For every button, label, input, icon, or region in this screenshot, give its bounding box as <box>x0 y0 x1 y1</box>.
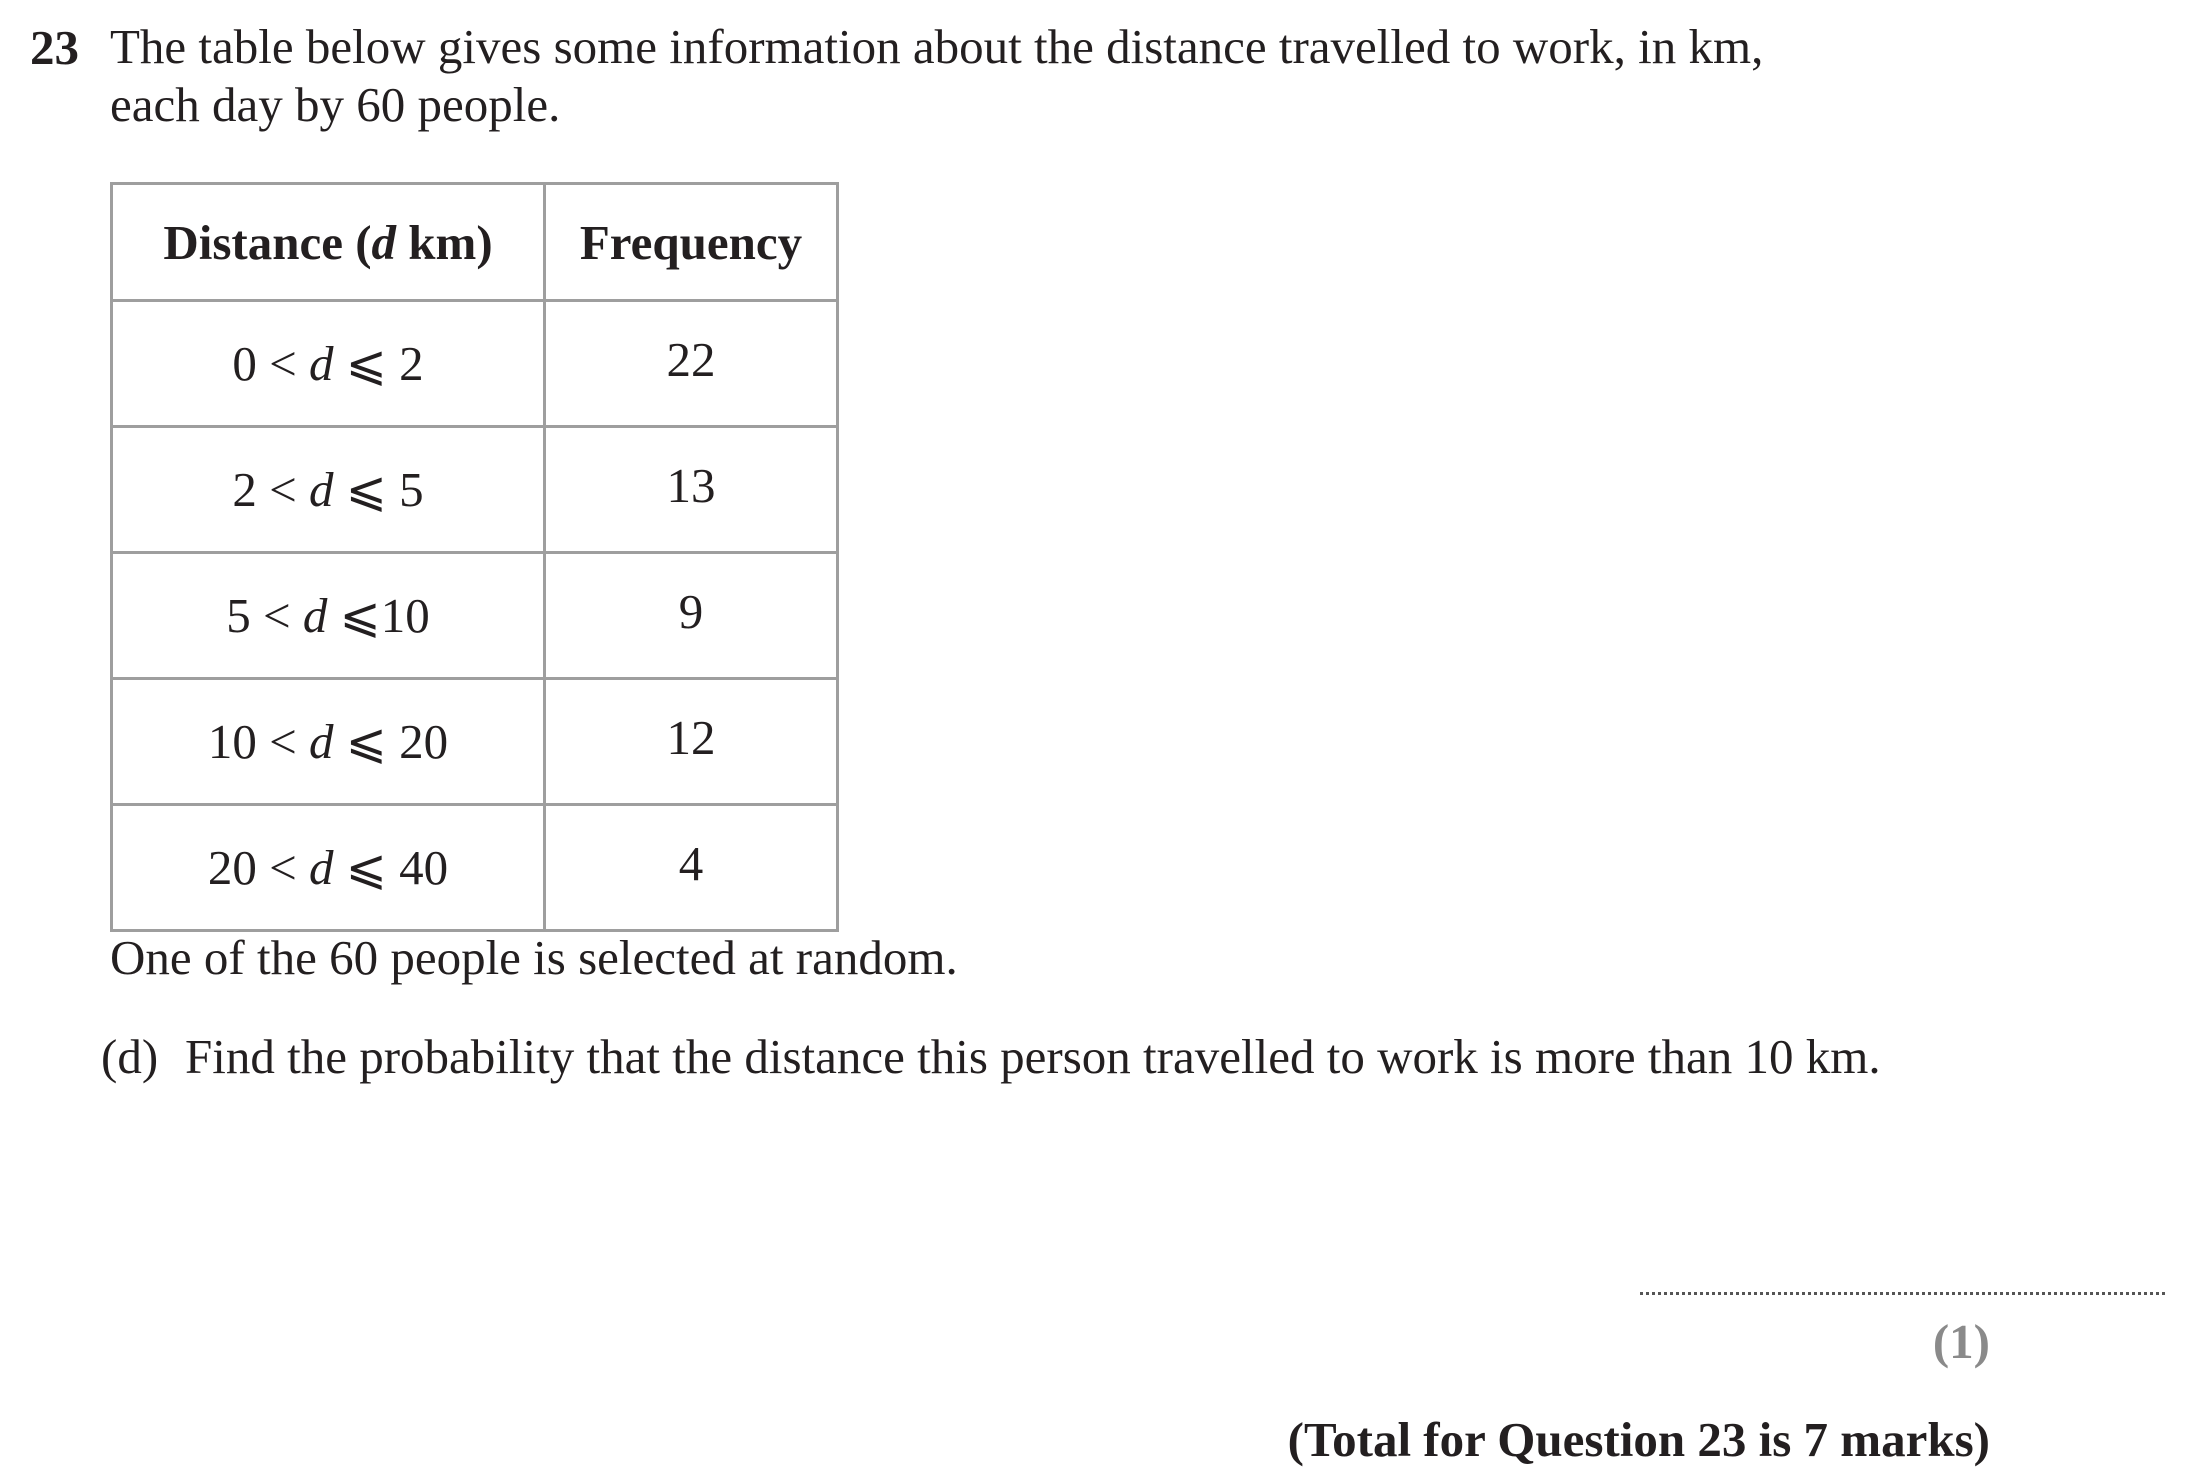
lt-sign: < <box>269 840 297 895</box>
answer-line[interactable] <box>1640 1292 2165 1295</box>
question-number: 23 <box>30 20 79 75</box>
upper-bound: 40 <box>399 840 449 895</box>
distance-cell <box>112 427 545 553</box>
header-distance-suffix: km) <box>396 214 493 270</box>
frequency-cell: 4 <box>545 805 838 931</box>
lt-sign: < <box>269 462 297 517</box>
part-d-label: (d) <box>101 1029 159 1084</box>
le-sign: ⩽ <box>345 336 387 391</box>
frequency-cell: 9 <box>545 553 838 679</box>
frequency-cell: 22 <box>545 301 838 427</box>
distance-cell <box>112 805 545 931</box>
table-row <box>112 553 838 679</box>
header-distance <box>112 184 545 301</box>
variable-d: d <box>302 588 328 643</box>
frequency-table <box>110 182 839 932</box>
distance-cell <box>112 301 545 427</box>
intro-line-1: The table below gives some information about the distance travelled to work, in km, <box>110 19 1764 74</box>
table-row <box>112 301 838 427</box>
upper-bound: 20 <box>399 714 449 769</box>
table-header-row <box>112 184 838 301</box>
intro-line-2: each day by 60 people. <box>110 77 561 132</box>
table-row <box>112 805 838 931</box>
le-sign: ⩽ <box>345 714 387 769</box>
table-row <box>112 679 838 805</box>
part-d-text: Find the probability that the distance this person travelled to work is more than 10 km. <box>185 1029 1881 1084</box>
frequency-cell: 13 <box>545 427 838 553</box>
upper-bound: 2 <box>399 336 424 391</box>
header-frequency: Frequency <box>545 184 838 301</box>
frequency-cell: 12 <box>545 679 838 805</box>
le-sign: ⩽ <box>345 462 387 517</box>
lower-bound: 2 <box>232 462 257 517</box>
lower-bound: 10 <box>207 714 257 769</box>
variable-d: d <box>309 840 334 895</box>
le-sign: ⩽ <box>345 840 387 895</box>
upper-bound: 5 <box>399 462 424 517</box>
selection-sentence: One of the 60 people is selected at random. <box>110 930 958 985</box>
table-row <box>112 427 838 553</box>
variable-d: d <box>309 462 334 517</box>
distance-cell <box>112 679 545 805</box>
lower-bound: 0 <box>232 336 257 391</box>
total-marks: (Total for Question 23 is 7 marks) <box>1287 1412 1990 1467</box>
lt-sign: < <box>269 336 297 391</box>
header-distance-variable: d <box>371 214 397 270</box>
header-distance-prefix: Distance ( <box>163 214 372 270</box>
upper-bound: 10 <box>380 588 430 643</box>
le-sign: ⩽ <box>339 588 381 643</box>
lower-bound: 20 <box>207 840 257 895</box>
lt-sign: < <box>263 588 291 643</box>
question-intro <box>110 18 2010 134</box>
variable-d: d <box>309 336 334 391</box>
variable-d: d <box>309 714 334 769</box>
lower-bound: 5 <box>226 588 251 643</box>
lt-sign: < <box>269 714 297 769</box>
distance-cell <box>112 553 545 679</box>
marks-indicator: (1) <box>1932 1314 1990 1369</box>
